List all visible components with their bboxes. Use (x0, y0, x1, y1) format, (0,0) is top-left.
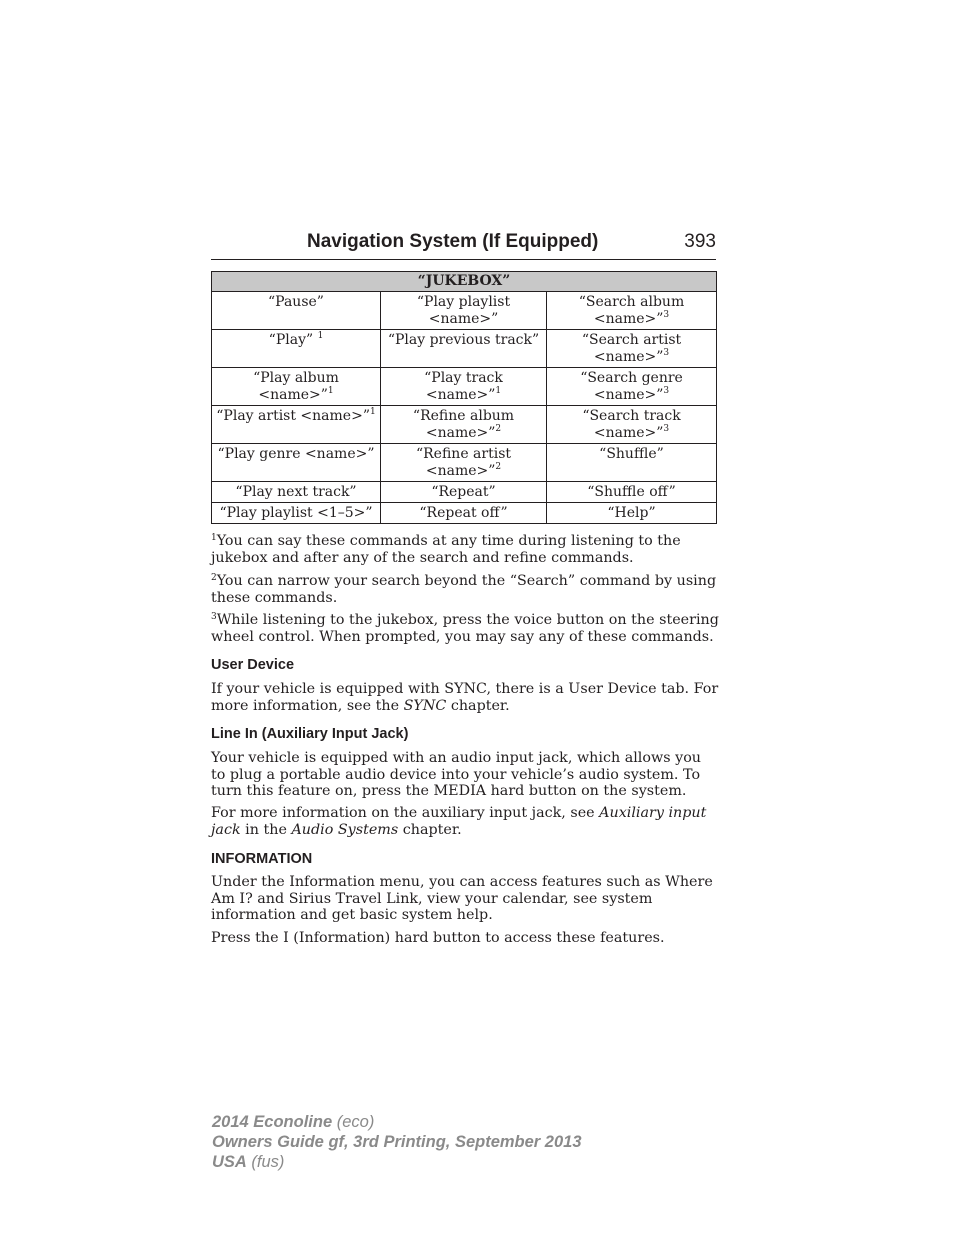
table-cell (381, 292, 547, 330)
footnote (211, 573, 719, 606)
table-cell (212, 406, 381, 444)
footer-region (212, 1152, 582, 1172)
command-text: “Play track <name>” (424, 370, 503, 403)
footer-region-code: (fus) (246, 1153, 285, 1171)
footer-guide: Owners Guide gf, 3rd Printing, September 2013 (212, 1133, 582, 1151)
command-text: “Search album <name>” (578, 294, 685, 327)
footnote-marker: 2 (495, 462, 502, 472)
heading-information: INFORMATION (211, 851, 313, 867)
emphasis-sync: SYNC (403, 697, 447, 714)
table-cell (381, 503, 547, 524)
emphasis-auxiliary-input-jack: Auxiliary input jack (211, 805, 707, 838)
heading-user-device: User Device (211, 657, 295, 673)
table-cell (381, 368, 547, 406)
table-cell (381, 482, 547, 503)
command-text: “Search track <name>” (582, 408, 681, 441)
table-cell (212, 368, 381, 406)
table-cell (547, 444, 717, 482)
command-text: “Search artist <name>” (581, 332, 682, 365)
table-cell (212, 482, 381, 503)
line-in-paragraph-1: Your vehicle is equipped with an audio input jack, which allows you to plug a portable audio device into your vehicle’s audio system. To turn this feature on, press the MEDIA hard button on the system. (211, 750, 702, 799)
page-number: 393 (684, 231, 716, 252)
table-cell (547, 368, 717, 406)
table-heading: “JUKEBOX” (212, 272, 717, 292)
table-cell (381, 406, 547, 444)
page-header (211, 229, 716, 260)
command-text: “Search genre <name>” (580, 370, 683, 403)
table-row (212, 330, 717, 368)
command-text: “Play previous track” (387, 332, 540, 348)
command-text: “Repeat off” (419, 505, 508, 521)
information-paragraph-2: Press the I (Information) hard button to access these features. (211, 930, 665, 946)
page-footer (212, 1112, 582, 1172)
table-cell (212, 330, 381, 368)
footnote-marker: 1 (317, 331, 324, 341)
footnote (211, 533, 719, 566)
line-in-paragraph-2 (211, 805, 719, 838)
text-run: chapter. (398, 821, 462, 838)
command-text: “Shuffle off” (587, 484, 676, 500)
command-text: “Pause” (268, 294, 324, 310)
footnote-marker: 1 (327, 386, 334, 396)
table-row (212, 482, 717, 503)
text-run: For more information on the auxiliary input jack, see (211, 805, 600, 821)
command-text: “Shuffle” (599, 446, 664, 462)
command-text: “Play artist <name>” (216, 408, 370, 424)
footer-model (212, 1112, 582, 1132)
footnote-marker: 3 (663, 310, 670, 320)
table-cell (547, 330, 717, 368)
information-paragraph-1: Under the Information menu, you can access features such as Where Am I? and Sirius Travel Link, view your calendar, see system information and get basic system help. (211, 874, 713, 923)
page-title: Navigation System (If Equipped) (307, 231, 599, 252)
footnote-marker: 2 (495, 424, 502, 434)
footnote-text: You can say these commands at any time during listening to the jukebox and after any of the search and refine commands. (211, 533, 681, 566)
text-run: in the (240, 821, 292, 838)
footnote-marker: 1 (211, 533, 217, 543)
command-text: “Refine artist <name>” (415, 446, 512, 479)
table-cell (547, 406, 717, 444)
table-cell (547, 292, 717, 330)
table-row (212, 503, 717, 524)
footnote-marker: 1 (369, 407, 376, 417)
footer-model-name: 2014 Econoline (212, 1113, 333, 1131)
heading-line-in: Line In (Auxiliary Input Jack) (211, 726, 409, 742)
table-body (212, 292, 717, 524)
command-text: “Play next track” (235, 484, 357, 500)
text-run: If your vehicle is equipped with SYNC, there is a User Device tab. For more information, see the (211, 681, 719, 714)
table-cell (212, 503, 381, 524)
text-run: chapter. (446, 697, 510, 714)
table-row (212, 444, 717, 482)
table-cell (547, 482, 717, 503)
footnote-text: You can narrow your search beyond the “Search” command by using these commands. (211, 573, 717, 606)
table-row (212, 292, 717, 330)
table-cell (212, 292, 381, 330)
command-text: “Play” (268, 332, 318, 348)
footnote-marker: 1 (495, 386, 502, 396)
footnote (211, 612, 719, 645)
table-cell (547, 503, 717, 524)
footnote-text: While listening to the jukebox, press the voice button on the steering wheel control. When prompted, you may say any of these commands. (211, 612, 719, 645)
command-text: “Repeat” (431, 484, 496, 500)
footer-region-name: USA (212, 1153, 247, 1171)
footnote-marker: 3 (663, 424, 670, 434)
footnote-marker: 2 (211, 573, 217, 583)
table-cell (381, 330, 547, 368)
table-row (212, 406, 717, 444)
command-text: “Help” (607, 505, 656, 521)
emphasis-audio-systems: Audio Systems (291, 821, 399, 838)
command-text: “Play playlist <name>” (416, 294, 511, 327)
command-text: “Play playlist <1–5>” (219, 505, 373, 521)
command-text: “Play genre <name>” (217, 446, 375, 462)
command-text: “Refine album <name>” (412, 408, 515, 441)
footnote-marker: 3 (663, 386, 670, 396)
user-device-paragraph (211, 681, 719, 714)
command-text: “Play album <name>” (253, 370, 339, 403)
footnote-marker: 3 (663, 348, 670, 358)
table-cell (381, 444, 547, 482)
table-row (212, 368, 717, 406)
table-cell (212, 444, 381, 482)
footer-model-code: (eco) (332, 1113, 375, 1131)
jukebox-commands-table (211, 271, 717, 524)
footnote-marker: 3 (211, 612, 217, 622)
